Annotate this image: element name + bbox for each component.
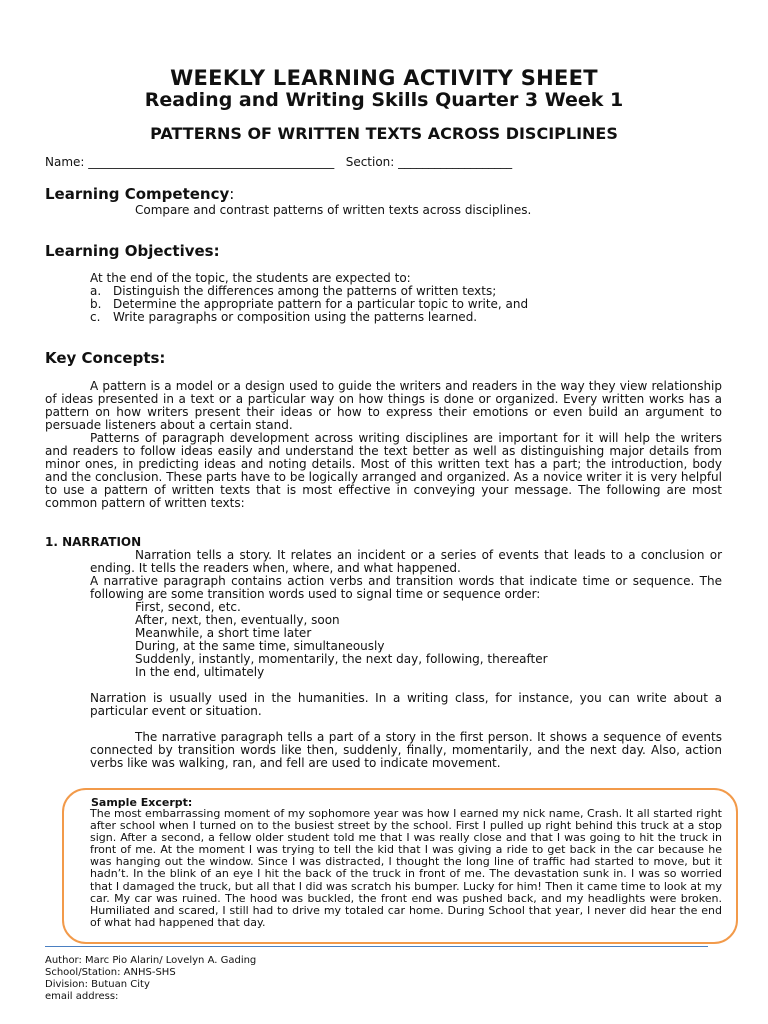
footer-email: email address: — [45, 991, 119, 1002]
objective-text: Write paragraphs or composition using the patterns learned. — [113, 310, 478, 324]
transition-word-item: Suddenly, instantly, momentarily, the next day, following, thereafter — [135, 652, 548, 666]
sample-excerpt-label: Sample Excerpt: — [91, 796, 193, 809]
objectives-list — [90, 285, 528, 324]
objectives-heading: Learning Objectives: — [45, 242, 220, 260]
sheet-subtitle: Reading and Writing Skills Quarter 3 Week 1 — [144, 89, 624, 111]
concepts-paragraph-2: Patterns of paragraph development across writing disciplines are important for it will help the writers and readers to follow ideas easily and understand the text better as well as distinguishing major details from minor ones, in predicting ideas and noting details. Most of this written text has a part; the introduction, body and the conclusion. These parts have to be logically arranged and organized. As a novice writer it is very helpful to use a pattern of written texts that is most effective in conveying your message. The following are most common pattern of written texts: — [45, 431, 722, 510]
narration-heading: 1. NARRATION — [45, 535, 142, 549]
transition-word-item: After, next, then, eventually, soon — [135, 613, 340, 627]
objective-text: Distinguish the differences among the patterns of written texts; — [113, 284, 497, 298]
narration-paragraph-2: A narrative paragraph contains action verbs and transition words that indicate time or sequence. The following are some transition words used to signal time or sequence order: — [90, 574, 722, 601]
transition-word-item: During, at the same time, simultaneously — [135, 639, 385, 653]
transition-word-item: Meanwhile, a short time later — [135, 626, 312, 640]
transition-word-item: In the end, ultimately — [135, 665, 265, 679]
sheet-title: WEEKLY LEARNING ACTIVITY SHEET — [170, 66, 598, 90]
objective-marker: b. — [90, 297, 102, 311]
narration-paragraph-1: Narration tells a story. It relates an incident or a series of events that leads to a conclusion or ending. It tells the readers when, where, and what happened. — [90, 548, 722, 575]
footer-info — [45, 955, 256, 1003]
key-concepts-heading: Key Concepts: — [45, 349, 166, 367]
objective-text: Determine the appropriate pattern for a particular topic to write, and — [113, 297, 529, 311]
footer-divider — [45, 946, 708, 947]
footer-division: Division: Butuan City — [45, 979, 150, 990]
footer-school: School/Station: ANHS-SHS — [45, 967, 176, 978]
competency-heading-colon: : — [229, 185, 235, 203]
objectives-intro: At the end of the topic, the students are expected to: — [90, 271, 411, 285]
sample-excerpt-text: The most embarrassing moment of my sophomore year was how I earned my nick name, Crash. It all started right after school when I turned on to the busiest street by the school. First I pulled up right behind this truck at a stop sign. After a second, a fellow older student told me that I was really close and that I was going to hit the truck in front of me. At the moment I was trying to tell the kid that I was giving a ride to get back in the car because he was hanging out the window. Since I was distracted, I thought the long line of traffic had started to move, but it hadn’t. In the blink of an eye I hit the back of the truck in front of me. The devastation sunk in. I was so worried that I damaged the truck, but all that I did was scratch his bumper. Lucky for him! Then it came time to look at my car. My car was ruined. The hood was buckled, the front end was pushed back, and my headlights were broken. Humiliated and scared, I still had to drive my totaled car home. During School that year, I never did hear the end of what had happened that day. — [90, 807, 722, 929]
objective-marker: c. — [90, 310, 101, 324]
competency-heading — [45, 185, 234, 203]
objective-marker: a. — [90, 284, 102, 298]
narration-paragraph-4: The narrative paragraph tells a part of a story in the first person. It shows a sequence of events connected by transition words like then, suddenly, finally, momentarily, and the next day. Also, action verbs like was walking, ran, and fell are used to indicate movement. — [90, 730, 722, 770]
footer-author: Author: Marc Pio Alarin/ Lovelyn A. Gading — [45, 955, 257, 966]
competency-heading-text: Learning Competency — [45, 185, 230, 203]
competency-text: Compare and contrast patterns of written texts across disciplines. — [135, 203, 532, 217]
objective-item — [90, 311, 528, 324]
name-section-line: Name: _________________________________________ Section: ___________________ — [45, 155, 513, 169]
narration-paragraph-3: Narration is usually used in the humanities. In a writing class, for instance, you can write about a particular event or situation. — [90, 691, 722, 718]
transition-word-item: First, second, etc. — [135, 600, 241, 614]
topic-title: PATTERNS OF WRITTEN TEXTS ACROSS DISCIPLINES — [150, 124, 618, 143]
transition-words-list — [135, 601, 548, 679]
concepts-paragraph-1: A pattern is a model or a design used to guide the writers and readers in the way they view relationship of ideas presented in a text or a particular way on how things is done or organized. Every written works has a pattern on how writers present their ideas or how to express their emotions or even build an argument to persuade listeners about a certain stand. — [45, 379, 722, 432]
